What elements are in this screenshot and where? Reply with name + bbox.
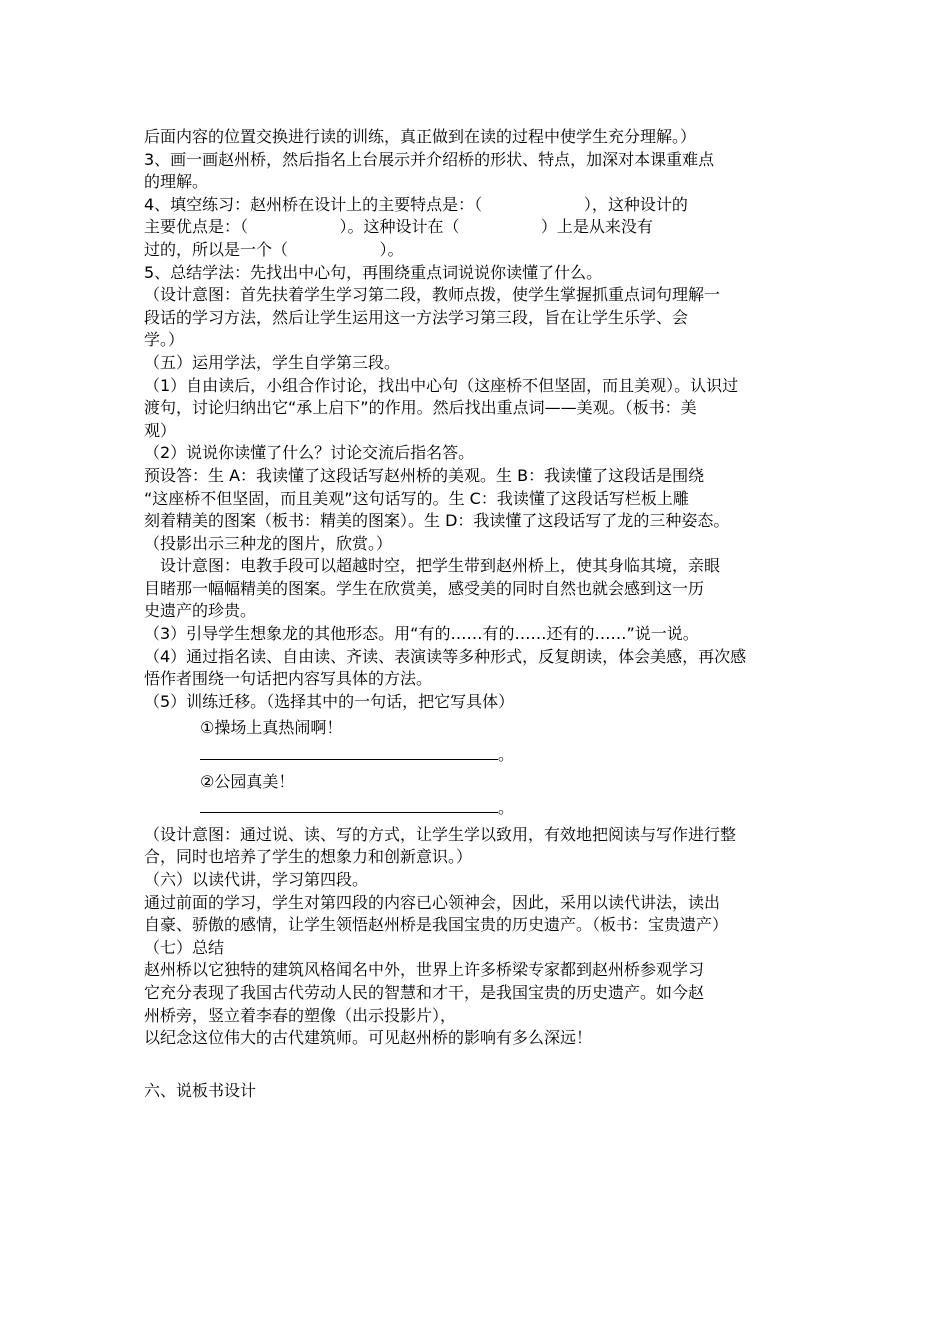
text-line: 后面内容的位置交换进行读的训练，真正做到在读的过程中使学生充分理解。） [144,127,697,146]
text-line: 合，同时也培养了学生的想象力和创新意识。） [144,847,473,867]
text-line: 主要优点是：（ ）。这种设计在（ ）上是从来没有 [144,217,653,237]
answer-line: 。 [144,793,814,820]
text-line: 自豪、骄傲的感情，让学生领悟赵州桥是我国宝贵的历史遗产。（板书：宝贵遗产） [144,915,729,935]
text-line: 史遗产的珍贵。 [144,601,257,621]
text-line: （2）说说你读懂了什么？讨论交流后指名答。 [144,443,475,463]
exercise-prompt: ②公园真美！ [200,771,295,791]
section-heading: 六、说板书设计 [144,1081,257,1101]
section-heading: （五）运用学法，学生自学第三段。 [144,352,401,372]
text-line: 3、画一画赵州桥，然后指名上台展示并介绍桥的形状、特点，加深对本课重难点 [144,149,715,169]
text-line: 过的，所以是一个（ ）。 [144,239,404,259]
text-line: 预设答：生 A：我读懂了这段话写赵州桥的美观。生 B：我读懂了这段话是围绕 [144,465,705,485]
text-line: 观） [144,420,177,440]
section-heading: （七）总结 [144,937,225,957]
text-line: 州桥旁，竖立着李春的塑像（出示投影片）， [144,1005,457,1025]
text-line: （4）通过指名读、自由读、齐读、表演读等多种形式，反复朗读，体会美感，再次感 [144,646,747,666]
text-line: 5、总结学法：先找出中心句，再围绕重点词说说你读懂了什么。 [144,262,603,282]
answer-blank[interactable] [200,798,498,813]
text-line: 以纪念这位伟大的古代建筑师。可见赵州桥的影响有多么深远！ [144,1028,593,1048]
text-line: 通过前面的学习，学生对第四段的内容已心领神会，因此，采用以读代讲法，读出 [144,892,721,912]
spacer [144,1050,814,1073]
text-line: （1）自由读后，小组合作讨论，找出中心句（这座桥不但坚固，而且美观）。认识过 [144,375,739,395]
exercise-prompt: ①操场上真热闹啊！ [200,718,343,738]
text-line: 它充分表现了我国古代劳动人民的智慧和才干，是我国宝贵的历史遗产。如今赵 [144,982,705,1002]
section-heading: （六）以读代讲，学习第四段。 [144,870,369,889]
text-line: 的理解。 [144,172,209,192]
text-line: 赵州桥以它独特的建筑风格闻名中外，世界上许多桥梁专家都到赵州桥参观学习 [144,960,705,980]
answer-line: 。 [144,740,814,767]
text-line: 刻着精美的图案（板书：精美的图案）。生 D：我读懂了这段话写了龙的三种姿态。 [144,511,730,531]
text-line: 段话的学习方法，然后让学生运用这一方法学习第三段，旨在让学生乐学、会 [144,307,689,327]
text-line: 悟作者围绕一句话把内容写具体的方法。 [144,669,433,689]
text-line: （3）引导学生想象龙的其他形态。用“有的……有的……还有的……”说一说。 [144,624,699,644]
text-line: 学。） [144,330,185,350]
text-line: 目睹那一幅幅精美的图案。学生在欣赏美，感受美的同时自然也就会感到这一历 [144,578,705,598]
text-line: （设计意图：首先扶着学生学习第二段，教师点拨，使学生掌握抓重点词句理解一 [144,285,721,305]
document-page [144,126,814,1103]
text-line: 4、填空练习：赵州桥在设计上的主要特点是：（ ），这种设计的 [144,194,688,214]
text-line: （5）训练迁移。（选择其中的一句话，把它写具体） [144,691,515,711]
text-line: 设计意图：电教手段可以超越时空，把学生带到赵州桥上，使其身临其境，亲眼 [160,556,721,576]
answer-blank[interactable] [200,745,498,760]
text-line: （设计意图：通过说、读、写的方式，让学生学以致用，有效地把阅读与写作进行整 [144,824,737,844]
text-line: （投影出示三种龙的图片，欣赏。） [144,533,393,553]
text-line: 渡句，讨论归纳出它“承上启下”的作用。然后找出重点词——美观。（板书：美 [144,398,697,418]
text-line: “这座桥不但坚固，而且美观”这句话写的。生 C：我读懂了这段话写栏板上雕 [144,488,689,508]
